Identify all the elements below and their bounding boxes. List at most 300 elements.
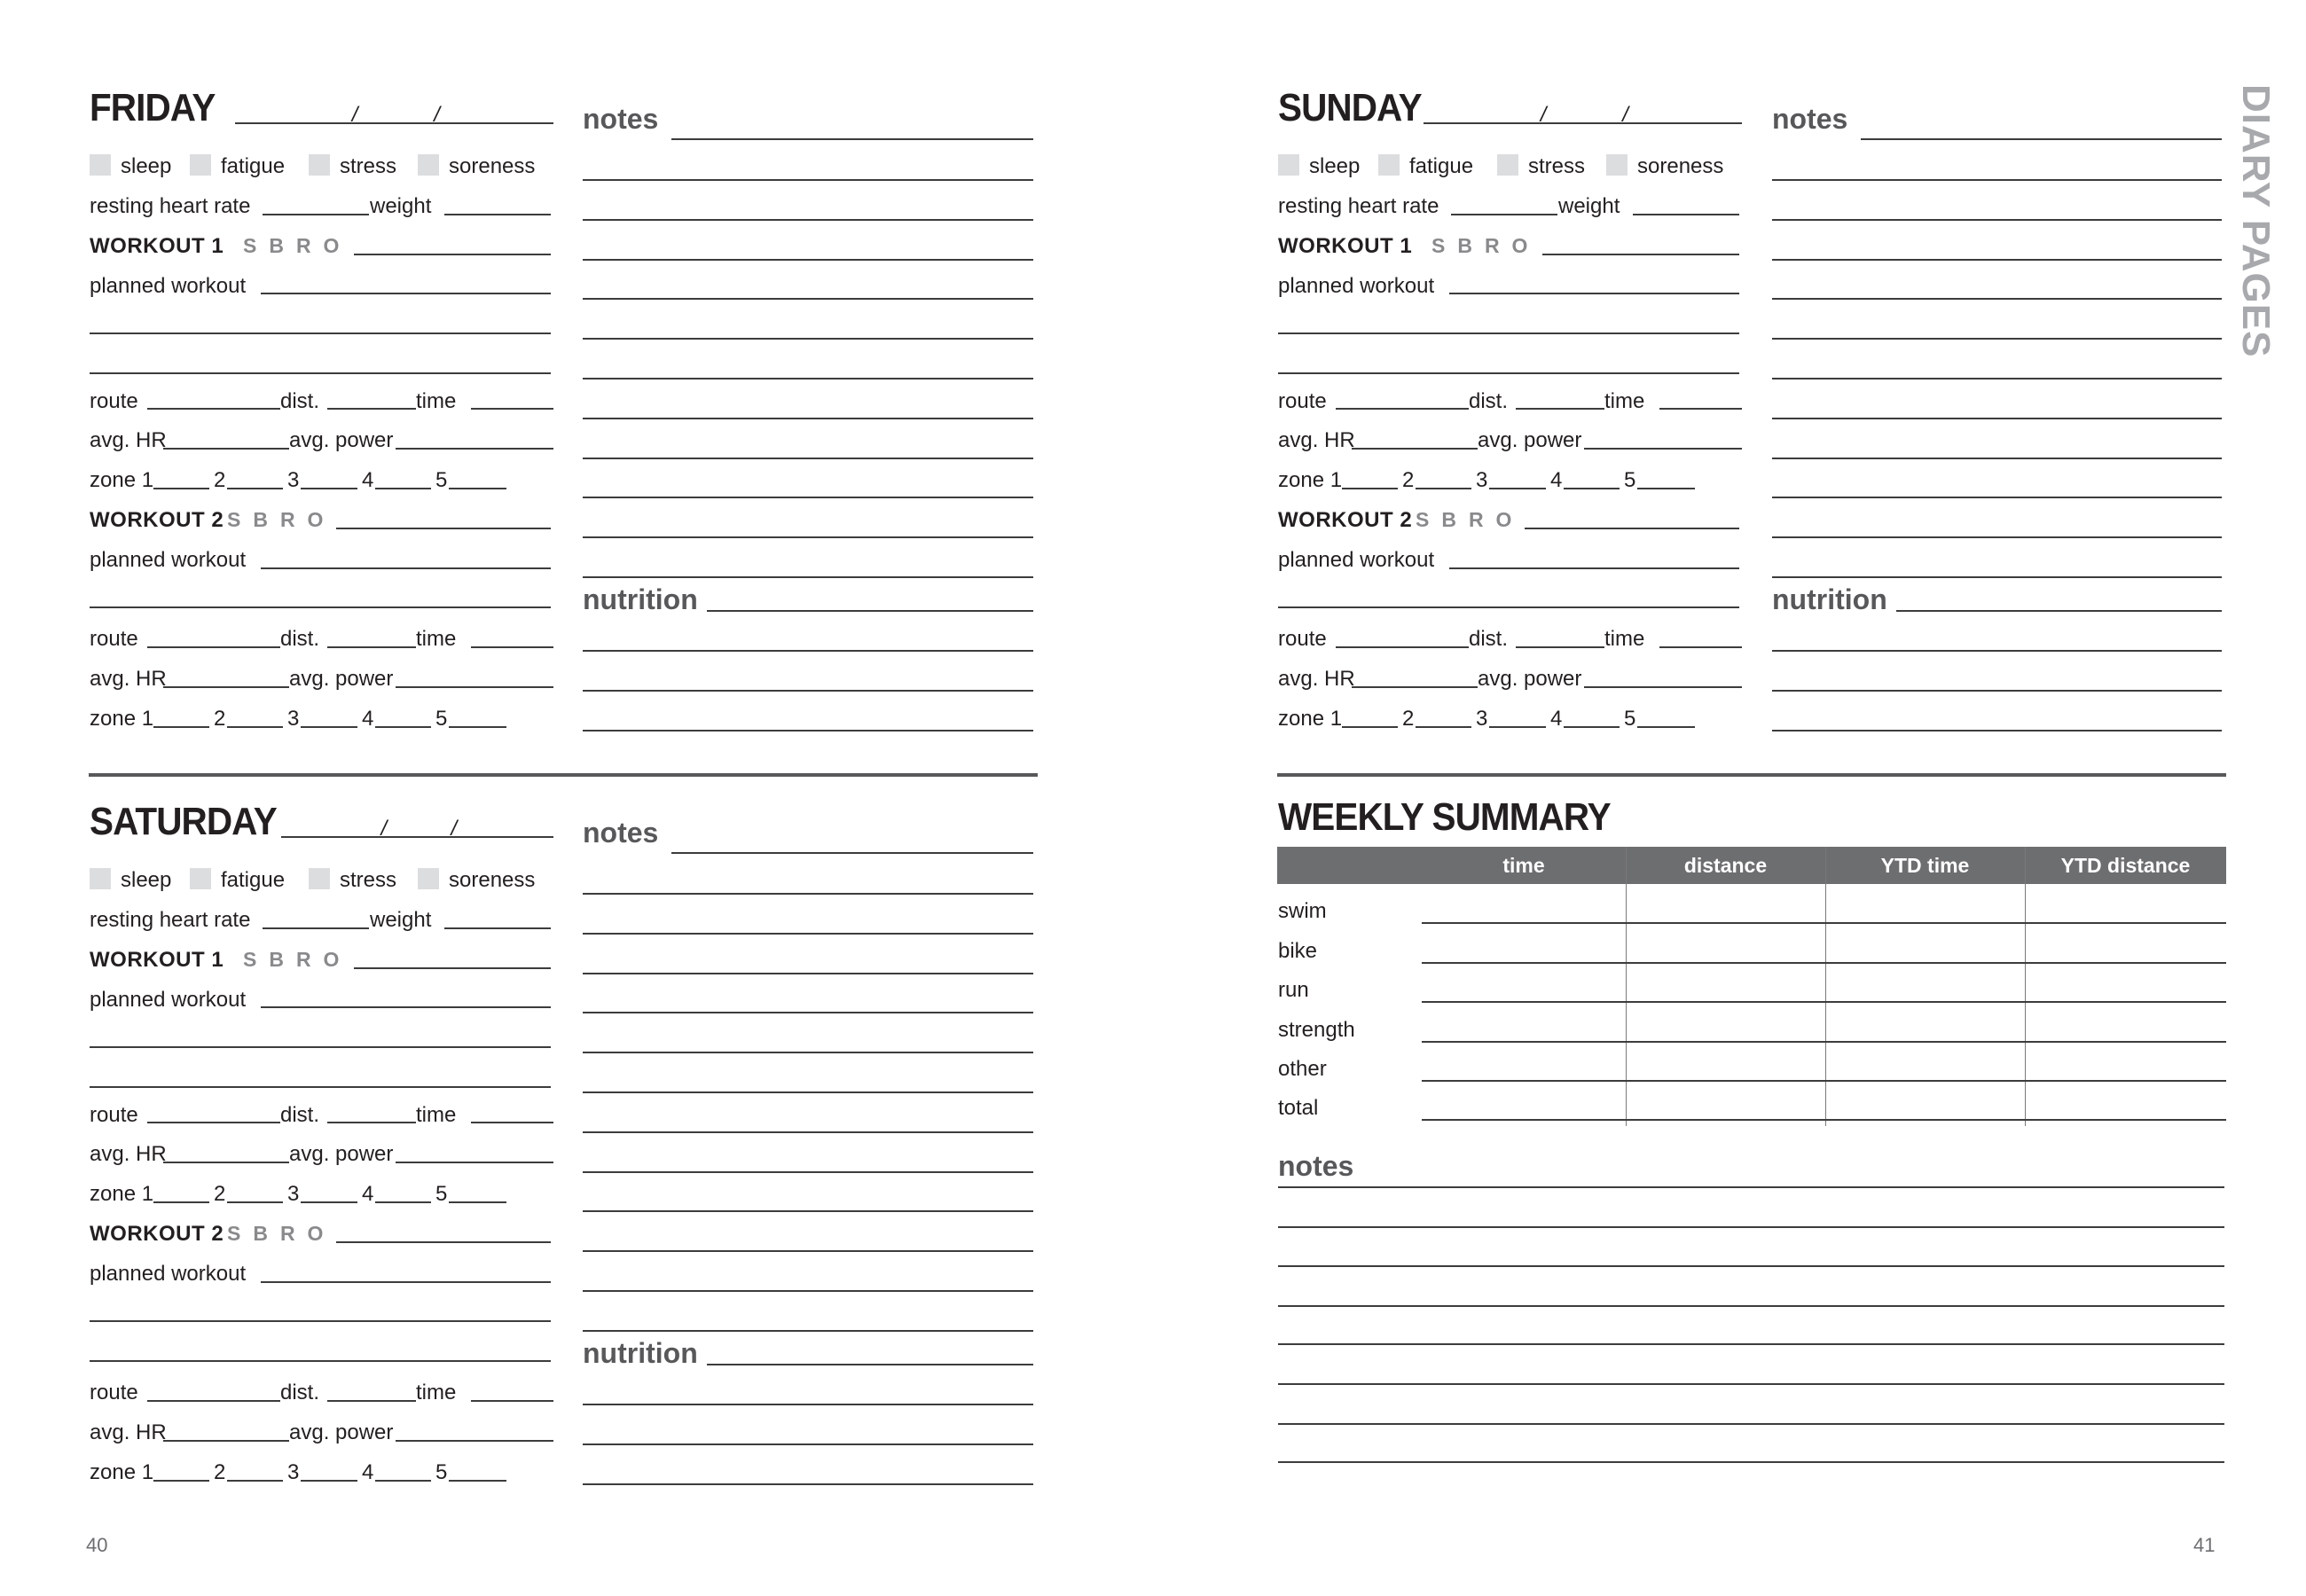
sunday-notes-line-2[interactable] bbox=[1772, 192, 2225, 221]
friday-notes-line-0[interactable] bbox=[671, 112, 1037, 140]
friday-sleep-checkbox[interactable] bbox=[90, 154, 111, 176]
weekly-notes-line-5[interactable] bbox=[1278, 1357, 2228, 1385]
sunday-w1-avg-power-field[interactable] bbox=[1584, 421, 1745, 450]
friday-w1-zone-5-field[interactable] bbox=[449, 461, 510, 489]
column-header-ytd-distance: YTD distance bbox=[2060, 854, 2191, 877]
sunday-w2-zone-2-field[interactable] bbox=[1416, 700, 1475, 728]
friday-workout-1-planned-line-3[interactable] bbox=[90, 346, 554, 374]
summary-strength-ytd-distance-field[interactable] bbox=[2028, 1014, 2226, 1043]
summary-bike-ytd-distance-field[interactable] bbox=[2028, 935, 2226, 964]
summary-total-ytd-distance-field[interactable] bbox=[2028, 1092, 2226, 1121]
summary-run-distance-field[interactable] bbox=[1629, 974, 1825, 1003]
summary-total-distance-field[interactable] bbox=[1629, 1092, 1825, 1121]
sunday-nutrition-line-3[interactable] bbox=[1772, 703, 2225, 732]
summary-other-time-field[interactable] bbox=[1425, 1053, 1626, 1082]
summary-run-ytd-distance-field[interactable] bbox=[2028, 974, 2226, 1003]
summary-swim-distance-field[interactable] bbox=[1629, 896, 1825, 924]
saturday-w1-zone-4-field[interactable] bbox=[375, 1175, 435, 1203]
saturday-w1-zone-2-field[interactable] bbox=[227, 1175, 286, 1203]
workout-2-label: WORKOUT 2 bbox=[90, 1222, 224, 1247]
summary-row-label-bike: bike bbox=[1278, 939, 1318, 964]
weight-label: weight bbox=[1558, 194, 1620, 219]
summary-row-label-total: total bbox=[1278, 1096, 1319, 1121]
saturday-w1-avg-power-field[interactable] bbox=[396, 1135, 557, 1163]
saturday-title: SATURDAY bbox=[90, 800, 277, 843]
weekly-notes-line-2[interactable] bbox=[1278, 1239, 2228, 1267]
summary-run-ytd-time-field[interactable] bbox=[1829, 974, 2025, 1003]
dist-label: dist. bbox=[1469, 388, 1509, 413]
sunday-resting-hr-field[interactable] bbox=[1451, 187, 1561, 215]
sunday-fatigue-checkbox[interactable] bbox=[1378, 154, 1400, 176]
summary-other-ytd-distance-field[interactable] bbox=[2028, 1053, 2226, 1082]
time-label: time bbox=[1604, 627, 1645, 652]
avg-power-label: avg. power bbox=[1478, 667, 1582, 692]
sunday-w1-zone-5-field[interactable] bbox=[1637, 461, 1698, 489]
summary-bike-distance-field[interactable] bbox=[1629, 935, 1825, 964]
friday-nutrition-line-2[interactable] bbox=[583, 663, 1037, 692]
saturday-notes-line-3[interactable] bbox=[583, 946, 1037, 974]
sunday-w2-avg-power-field[interactable] bbox=[1584, 660, 1745, 688]
resting-heart-rate-label: resting heart rate bbox=[90, 908, 251, 933]
summary-row-label-other: other bbox=[1278, 1057, 1327, 1082]
sunday-notes-line-4[interactable] bbox=[1772, 271, 2225, 300]
friday-notes-line-11[interactable] bbox=[583, 550, 1037, 578]
sunday-sleep-label: sleep bbox=[1309, 154, 1361, 179]
route-label: route bbox=[90, 388, 138, 413]
saturday-w1-zone-5-field[interactable] bbox=[449, 1175, 510, 1203]
friday-stress-checkbox[interactable] bbox=[309, 154, 330, 176]
sunday-workout-1-planned-line-3[interactable] bbox=[1278, 346, 1743, 374]
saturday-stress-checkbox[interactable] bbox=[309, 868, 330, 889]
saturday-workout-2-field[interactable] bbox=[336, 1215, 554, 1243]
saturday-w2-zone-2-field[interactable] bbox=[227, 1453, 286, 1482]
sunday-w2-route-field[interactable] bbox=[1336, 620, 1472, 648]
sunday-notes-line-5[interactable] bbox=[1772, 311, 2225, 340]
sport-selector-s-b-r-o[interactable]: SBRO bbox=[227, 508, 336, 532]
friday-w1-zone-3-field[interactable] bbox=[301, 461, 361, 489]
sunday-nutrition-line-0[interactable] bbox=[1896, 583, 2225, 612]
weekly-notes-label: notes bbox=[1278, 1149, 1354, 1182]
friday-resting-hr-field[interactable] bbox=[263, 187, 373, 215]
saturday-nutrition-line-3[interactable] bbox=[583, 1457, 1037, 1485]
summary-bike-ytd-time-field[interactable] bbox=[1829, 935, 2025, 964]
workout-1-label: WORKOUT 1 bbox=[90, 233, 224, 258]
route-label: route bbox=[90, 627, 138, 652]
column-divider bbox=[2025, 847, 2026, 1126]
column-header-ytd-time: YTD time bbox=[1880, 854, 1970, 877]
saturday-notes-line-12[interactable] bbox=[583, 1303, 1037, 1332]
friday-workout-2-field[interactable] bbox=[336, 501, 554, 529]
saturday-w2-zone-1-field[interactable] bbox=[153, 1453, 213, 1482]
dist-label: dist. bbox=[280, 627, 320, 652]
weekly-notes-line-4[interactable] bbox=[1278, 1317, 2228, 1345]
zone-3-label: 3 bbox=[1476, 468, 1488, 493]
sunday-workout-2-planned-line-2[interactable] bbox=[1278, 580, 1743, 608]
friday-notes-line-4[interactable] bbox=[583, 271, 1037, 300]
saturday-sleep-label: sleep bbox=[121, 868, 172, 893]
friday-workout-1-field[interactable] bbox=[354, 227, 554, 255]
avg-hr-label: avg. HR bbox=[90, 667, 167, 692]
saturday-w1-zone-1-field[interactable] bbox=[153, 1175, 213, 1203]
avg-power-label: avg. power bbox=[289, 428, 394, 453]
summary-other-ytd-time-field[interactable] bbox=[1829, 1053, 2025, 1082]
summary-other-distance-field[interactable] bbox=[1629, 1053, 1825, 1082]
sunday-fatigue-label: fatigue bbox=[1409, 154, 1474, 179]
saturday-notes-line-5[interactable] bbox=[583, 1025, 1037, 1053]
friday-workout-1-planned-line-2[interactable] bbox=[90, 306, 554, 334]
friday-notes-line-8[interactable] bbox=[583, 431, 1037, 459]
saturday-w2-zone-3-field[interactable] bbox=[301, 1453, 361, 1482]
time-label: time bbox=[416, 627, 457, 652]
friday-nutrition-line-3[interactable] bbox=[583, 703, 1037, 732]
sunday-w1-dist-field[interactable] bbox=[1516, 381, 1608, 410]
saturday-w2-avg-power-field[interactable] bbox=[396, 1413, 557, 1442]
friday-nutrition-line-1[interactable] bbox=[583, 623, 1037, 652]
time-label: time bbox=[416, 1381, 457, 1405]
summary-strength-distance-field[interactable] bbox=[1629, 1014, 1825, 1043]
saturday-resting-hr-field[interactable] bbox=[263, 901, 373, 929]
friday-w2-avg-hr-field[interactable] bbox=[163, 660, 293, 688]
saturday-w2-route-field[interactable] bbox=[147, 1373, 284, 1402]
workout-1-label: WORKOUT 1 bbox=[90, 947, 224, 972]
saturday-w2-zone-5-field[interactable] bbox=[449, 1453, 510, 1482]
sunday-notes-line-6[interactable] bbox=[1772, 351, 2225, 379]
saturday-notes-line-2[interactable] bbox=[583, 906, 1037, 935]
planned-workout-label: planned workout bbox=[90, 987, 247, 1012]
zone-5-label: 5 bbox=[435, 707, 448, 732]
summary-total-ytd-time-field[interactable] bbox=[1829, 1092, 2025, 1121]
weight-label: weight bbox=[370, 194, 432, 219]
friday-w1-zone-2-field[interactable] bbox=[227, 461, 286, 489]
weekly-notes-line-7[interactable] bbox=[1278, 1435, 2228, 1463]
sunday-w1-zone-2-field[interactable] bbox=[1416, 461, 1475, 489]
saturday-nutrition-label: nutrition bbox=[583, 1336, 698, 1369]
zone-4-label: 4 bbox=[362, 1459, 374, 1484]
zone-2-label: 2 bbox=[214, 1459, 226, 1484]
weekly-notes-line-1[interactable] bbox=[1278, 1200, 2228, 1228]
zone-2-label: 2 bbox=[214, 468, 226, 493]
avg-hr-label: avg. HR bbox=[90, 1420, 167, 1445]
sport-selector-s-b-r-o[interactable]: SBRO bbox=[1431, 233, 1541, 257]
zone-1-label: zone 1 bbox=[1278, 468, 1343, 493]
zone-3-label: 3 bbox=[287, 1182, 300, 1207]
date-separator: / bbox=[351, 103, 358, 128]
planned-workout-label: planned workout bbox=[1278, 547, 1435, 572]
diary-pages-tab: DIARY PAGES bbox=[2234, 84, 2278, 358]
page-number-left: 40 bbox=[86, 1534, 108, 1556]
summary-bike-time-field[interactable] bbox=[1425, 935, 1626, 964]
friday-notes-line-2[interactable] bbox=[583, 192, 1037, 221]
saturday-weight-field[interactable] bbox=[444, 901, 554, 929]
saturday-notes-line-10[interactable] bbox=[583, 1224, 1037, 1252]
saturday-date-field[interactable] bbox=[281, 810, 557, 838]
saturday-stress-label: stress bbox=[340, 868, 397, 893]
friday-w2-zone-1-field[interactable] bbox=[153, 700, 213, 728]
saturday-workout-2-planned-line-3[interactable] bbox=[90, 1334, 554, 1362]
saturday-soreness-checkbox[interactable] bbox=[418, 868, 439, 889]
sunday-soreness-checkbox[interactable] bbox=[1606, 154, 1628, 176]
friday-notes-line-3[interactable] bbox=[583, 232, 1037, 261]
sunday-notes-line-10[interactable] bbox=[1772, 510, 2225, 538]
saturday-w1-avg-hr-field[interactable] bbox=[163, 1135, 293, 1163]
zone-2-label: 2 bbox=[214, 707, 226, 732]
friday-workout-2-planned-line-2[interactable] bbox=[90, 580, 554, 608]
sunday-w1-avg-hr-field[interactable] bbox=[1352, 421, 1481, 450]
summary-strength-ytd-time-field[interactable] bbox=[1829, 1014, 2025, 1043]
saturday-workout-2-planned-line-2[interactable] bbox=[90, 1294, 554, 1322]
sunday-sleep-checkbox[interactable] bbox=[1278, 154, 1299, 176]
saturday-nutrition-line-1[interactable] bbox=[583, 1377, 1037, 1405]
saturday-w2-time-field[interactable] bbox=[471, 1373, 557, 1402]
sunday-w2-dist-field[interactable] bbox=[1516, 620, 1608, 648]
saturday-w1-dist-field[interactable] bbox=[327, 1095, 420, 1123]
saturday-notes-label: notes bbox=[583, 816, 659, 849]
zone-4-label: 4 bbox=[362, 1182, 374, 1207]
friday-workout-1-planned-field[interactable] bbox=[261, 266, 554, 294]
friday-w1-dist-field[interactable] bbox=[327, 381, 420, 410]
friday-workout-2-planned-field[interactable] bbox=[261, 541, 554, 569]
sunday-w2-time-field[interactable] bbox=[1659, 620, 1745, 648]
sunday-w1-time-field[interactable] bbox=[1659, 381, 1745, 410]
zone-1-label: zone 1 bbox=[90, 1459, 154, 1484]
friday-notes-line-1[interactable] bbox=[583, 153, 1037, 181]
sunday-nutrition-line-1[interactable] bbox=[1772, 623, 2225, 652]
sport-selector-s-b-r-o[interactable]: SBRO bbox=[243, 233, 352, 257]
friday-soreness-label: soreness bbox=[449, 154, 536, 179]
sunday-notes-line-7[interactable] bbox=[1772, 391, 2225, 419]
saturday-notes-line-11[interactable] bbox=[583, 1264, 1037, 1292]
summary-run-time-field[interactable] bbox=[1425, 974, 1626, 1003]
weekly-notes-line-0[interactable] bbox=[1278, 1160, 2228, 1188]
saturday-w1-route-field[interactable] bbox=[147, 1095, 284, 1123]
sunday-notes-line-8[interactable] bbox=[1772, 431, 2225, 459]
sunday-nutrition-line-2[interactable] bbox=[1772, 663, 2225, 692]
sport-selector-s-b-r-o[interactable]: SBRO bbox=[227, 1222, 336, 1246]
zone-5-label: 5 bbox=[435, 1182, 448, 1207]
zone-2-label: 2 bbox=[1402, 468, 1415, 493]
weekly-notes-line-6[interactable] bbox=[1278, 1396, 2228, 1425]
sunday-notes-label: notes bbox=[1772, 102, 1848, 135]
sunday-notes-line-0[interactable] bbox=[1861, 112, 2225, 140]
sport-selector-s-b-r-o[interactable]: SBRO bbox=[1416, 508, 1525, 532]
sunday-weight-field[interactable] bbox=[1633, 187, 1743, 215]
zone-2-label: 2 bbox=[214, 1182, 226, 1207]
saturday-w2-dist-field[interactable] bbox=[327, 1373, 420, 1402]
friday-notes-line-5[interactable] bbox=[583, 311, 1037, 340]
route-label: route bbox=[1278, 388, 1327, 413]
zone-5-label: 5 bbox=[435, 468, 448, 493]
sunday-title: SUNDAY bbox=[1278, 86, 1422, 129]
friday-w1-time-field[interactable] bbox=[471, 381, 557, 410]
summary-row-label-strength: strength bbox=[1278, 1018, 1355, 1043]
friday-w1-route-field[interactable] bbox=[147, 381, 284, 410]
dist-label: dist. bbox=[280, 1102, 320, 1127]
saturday-notes-line-1[interactable] bbox=[583, 866, 1037, 895]
friday-nutrition-line-0[interactable] bbox=[707, 583, 1037, 612]
sunday-stress-checkbox[interactable] bbox=[1497, 154, 1518, 176]
section-divider bbox=[89, 773, 1038, 777]
saturday-fatigue-checkbox[interactable] bbox=[190, 868, 211, 889]
time-label: time bbox=[416, 388, 457, 413]
friday-w1-avg-hr-field[interactable] bbox=[163, 421, 293, 450]
friday-w2-zone-2-field[interactable] bbox=[227, 700, 286, 728]
saturday-notes-line-8[interactable] bbox=[583, 1145, 1037, 1173]
saturday-fatigue-label: fatigue bbox=[221, 868, 286, 893]
zone-4-label: 4 bbox=[362, 707, 374, 732]
saturday-workout-1-planned-field[interactable] bbox=[261, 980, 554, 1008]
friday-w2-avg-power-field[interactable] bbox=[396, 660, 557, 688]
zone-4-label: 4 bbox=[1550, 468, 1563, 493]
weekly-summary-title: WEEKLY SUMMARY bbox=[1278, 795, 1611, 839]
friday-nutrition-label: nutrition bbox=[583, 583, 698, 616]
sunday-w2-zone-5-field[interactable] bbox=[1637, 700, 1698, 728]
zone-3-label: 3 bbox=[1476, 707, 1488, 732]
section-divider bbox=[1277, 773, 2226, 777]
avg-hr-label: avg. HR bbox=[90, 1142, 167, 1167]
saturday-w1-zone-3-field[interactable] bbox=[301, 1175, 361, 1203]
saturday-workout-1-planned-line-2[interactable] bbox=[90, 1020, 554, 1048]
zone-1-label: zone 1 bbox=[90, 707, 154, 732]
weekly-notes-line-3[interactable] bbox=[1278, 1279, 2228, 1307]
summary-total-time-field[interactable] bbox=[1425, 1092, 1626, 1121]
sunday-w2-zone-4-field[interactable] bbox=[1564, 700, 1623, 728]
friday-date-field[interactable] bbox=[235, 96, 557, 124]
saturday-nutrition-line-2[interactable] bbox=[583, 1417, 1037, 1445]
route-label: route bbox=[1278, 627, 1327, 652]
friday-notes-line-10[interactable] bbox=[583, 510, 1037, 538]
friday-notes-line-6[interactable] bbox=[583, 351, 1037, 379]
zone-3-label: 3 bbox=[287, 707, 300, 732]
saturday-w2-avg-hr-field[interactable] bbox=[163, 1413, 293, 1442]
time-label: time bbox=[416, 1102, 457, 1127]
route-label: route bbox=[90, 1102, 138, 1127]
workout-2-label: WORKOUT 2 bbox=[1278, 508, 1413, 533]
sunday-workout-1-planned-field[interactable] bbox=[1449, 266, 1743, 294]
sunday-w1-zone-1-field[interactable] bbox=[1342, 461, 1401, 489]
summary-swim-ytd-time-field[interactable] bbox=[1829, 896, 2025, 924]
summary-row-label-swim: swim bbox=[1278, 899, 1327, 924]
sunday-date-field[interactable] bbox=[1424, 96, 1745, 124]
column-divider bbox=[1626, 847, 1627, 1126]
friday-w2-route-field[interactable] bbox=[147, 620, 284, 648]
column-header-time: time bbox=[1502, 854, 1545, 877]
date-separator: / bbox=[1622, 103, 1628, 128]
avg-power-label: avg. power bbox=[1478, 428, 1582, 453]
friday-w2-time-field[interactable] bbox=[471, 620, 557, 648]
resting-heart-rate-label: resting heart rate bbox=[90, 194, 251, 219]
column-header-distance: distance bbox=[1683, 854, 1768, 877]
column-divider bbox=[1825, 847, 1826, 1126]
saturday-sleep-checkbox[interactable] bbox=[90, 868, 111, 889]
avg-hr-label: avg. HR bbox=[1278, 428, 1355, 453]
avg-power-label: avg. power bbox=[289, 1142, 394, 1167]
saturday-workout-1-field[interactable] bbox=[354, 941, 554, 969]
sunday-notes-line-11[interactable] bbox=[1772, 550, 2225, 578]
sunday-stress-label: stress bbox=[1528, 154, 1586, 179]
friday-w2-dist-field[interactable] bbox=[327, 620, 420, 648]
sunday-w2-zone-3-field[interactable] bbox=[1489, 700, 1549, 728]
dist-label: dist. bbox=[280, 1381, 320, 1405]
friday-w1-zone-1-field[interactable] bbox=[153, 461, 213, 489]
zone-1-label: zone 1 bbox=[90, 1182, 154, 1207]
friday-stress-label: stress bbox=[340, 154, 397, 179]
summary-swim-time-field[interactable] bbox=[1425, 896, 1626, 924]
saturday-nutrition-line-0[interactable] bbox=[707, 1337, 1037, 1365]
saturday-notes-line-6[interactable] bbox=[583, 1065, 1037, 1093]
saturday-notes-line-7[interactable] bbox=[583, 1105, 1037, 1133]
sunday-w1-zone-4-field[interactable] bbox=[1564, 461, 1623, 489]
friday-sleep-label: sleep bbox=[121, 154, 172, 179]
date-separator: / bbox=[434, 103, 440, 128]
friday-w2-zone-3-field[interactable] bbox=[301, 700, 361, 728]
friday-w1-zone-4-field[interactable] bbox=[375, 461, 435, 489]
friday-w2-zone-5-field[interactable] bbox=[449, 700, 510, 728]
saturday-w2-zone-4-field[interactable] bbox=[375, 1453, 435, 1482]
planned-workout-label: planned workout bbox=[90, 1261, 247, 1286]
sunday-workout-2-field[interactable] bbox=[1525, 501, 1743, 529]
sunday-w1-zone-3-field[interactable] bbox=[1489, 461, 1549, 489]
sunday-notes-line-9[interactable] bbox=[1772, 470, 2225, 498]
saturday-notes-line-0[interactable] bbox=[671, 825, 1037, 854]
zone-5-label: 5 bbox=[435, 1459, 448, 1484]
friday-fatigue-checkbox[interactable] bbox=[190, 154, 211, 176]
friday-w1-avg-power-field[interactable] bbox=[396, 421, 557, 450]
saturday-workout-2-planned-field[interactable] bbox=[261, 1255, 554, 1283]
sunday-workout-2-planned-field[interactable] bbox=[1449, 541, 1743, 569]
dist-label: dist. bbox=[1469, 627, 1509, 652]
friday-w2-zone-4-field[interactable] bbox=[375, 700, 435, 728]
date-separator: / bbox=[380, 817, 388, 841]
friday-title: FRIDAY bbox=[90, 86, 216, 129]
sunday-w2-zone-1-field[interactable] bbox=[1342, 700, 1401, 728]
sunday-w2-avg-hr-field[interactable] bbox=[1352, 660, 1481, 688]
sunday-workout-1-planned-line-2[interactable] bbox=[1278, 306, 1743, 334]
friday-notes-line-7[interactable] bbox=[583, 391, 1037, 419]
friday-soreness-checkbox[interactable] bbox=[418, 154, 439, 176]
zone-4-label: 4 bbox=[1550, 707, 1563, 732]
planned-workout-label: planned workout bbox=[90, 547, 247, 572]
friday-notes-line-9[interactable] bbox=[583, 470, 1037, 498]
summary-row-label-run: run bbox=[1278, 978, 1309, 1003]
sunday-soreness-label: soreness bbox=[1637, 154, 1724, 179]
planned-workout-label: planned workout bbox=[1278, 273, 1435, 298]
dist-label: dist. bbox=[280, 388, 320, 413]
friday-weight-field[interactable] bbox=[444, 187, 554, 215]
workout-2-label: WORKOUT 2 bbox=[90, 508, 224, 533]
page-number-right: 41 bbox=[2193, 1534, 2216, 1556]
avg-hr-label: avg. HR bbox=[1278, 667, 1355, 692]
resting-heart-rate-label: resting heart rate bbox=[1278, 194, 1439, 219]
saturday-notes-line-9[interactable] bbox=[583, 1184, 1037, 1212]
sport-selector-s-b-r-o[interactable]: SBRO bbox=[243, 947, 352, 971]
time-label: time bbox=[1604, 388, 1645, 413]
route-label: route bbox=[90, 1381, 138, 1405]
saturday-notes-line-4[interactable] bbox=[583, 985, 1037, 1013]
sunday-workout-1-field[interactable] bbox=[1542, 227, 1743, 255]
sunday-notes-line-3[interactable] bbox=[1772, 232, 2225, 261]
saturday-soreness-label: soreness bbox=[449, 868, 536, 893]
avg-power-label: avg. power bbox=[289, 1420, 394, 1445]
workout-1-label: WORKOUT 1 bbox=[1278, 233, 1413, 258]
saturday-w1-time-field[interactable] bbox=[471, 1095, 557, 1123]
summary-swim-ytd-distance-field[interactable] bbox=[2028, 896, 2226, 924]
date-separator: / bbox=[1540, 103, 1547, 128]
saturday-workout-1-planned-line-3[interactable] bbox=[90, 1060, 554, 1088]
planned-workout-label: planned workout bbox=[90, 273, 247, 298]
sunday-notes-line-1[interactable] bbox=[1772, 153, 2225, 181]
sunday-w1-route-field[interactable] bbox=[1336, 381, 1472, 410]
summary-strength-time-field[interactable] bbox=[1425, 1014, 1626, 1043]
